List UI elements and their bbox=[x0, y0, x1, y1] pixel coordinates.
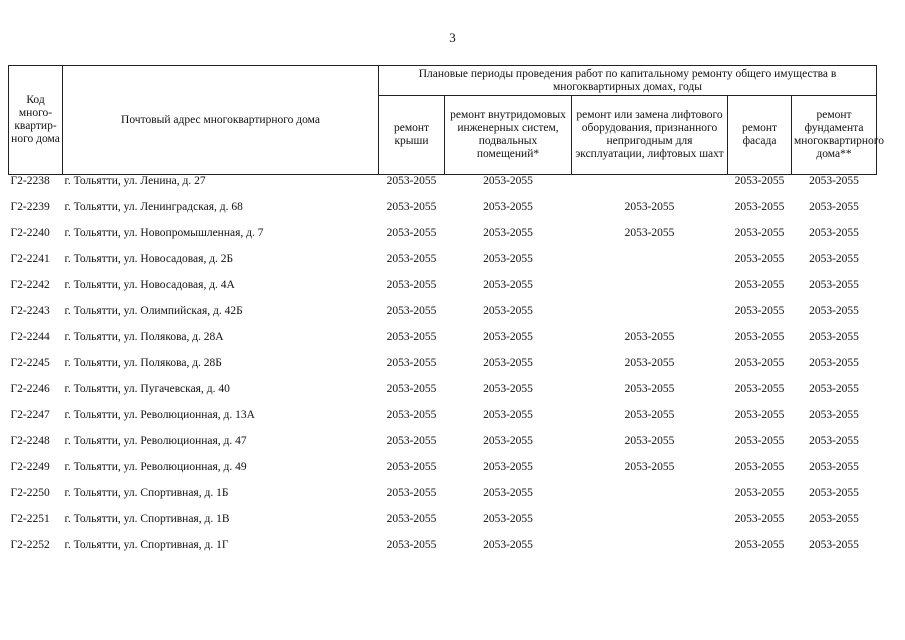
foundation-period: 2053-2055 bbox=[809, 175, 859, 187]
elevator-period bbox=[572, 487, 728, 513]
facade-period: 2053-2055 bbox=[734, 539, 785, 551]
house-code: Г2-2241 bbox=[10, 253, 50, 265]
table-row bbox=[9, 461, 877, 487]
elevator-period: 2053-2055 bbox=[624, 435, 675, 447]
foundation-period: 2053-2055 bbox=[809, 435, 859, 447]
engineering-period: 2053-2055 bbox=[483, 305, 533, 317]
house-address: г. Тольятти, ул. Новосадовая, д. 2Б bbox=[64, 253, 234, 265]
roof-period: 2053-2055 bbox=[386, 253, 437, 265]
house-code: Г2-2249 bbox=[10, 461, 50, 473]
engineering-period: 2053-2055 bbox=[483, 201, 533, 213]
engineering-period: 2053-2055 bbox=[483, 435, 533, 447]
table-row bbox=[9, 279, 877, 305]
foundation-period: 2053-2055 bbox=[809, 409, 859, 421]
engineering-period: 2053-2055 bbox=[483, 175, 533, 187]
repair-schedule-table bbox=[8, 65, 884, 565]
header-engineering: ремонт внутридомовых инженерных систем, подвальных помещений* bbox=[445, 96, 572, 175]
page-number: 3 bbox=[449, 30, 456, 45]
engineering-period: 2053-2055 bbox=[483, 539, 533, 551]
house-code: Г2-2245 bbox=[10, 357, 50, 369]
foundation-period: 2053-2055 bbox=[809, 279, 859, 291]
house-code: Г2-2252 bbox=[10, 539, 50, 551]
elevator-period bbox=[572, 253, 728, 279]
elevator-period: 2053-2055 bbox=[624, 357, 675, 369]
roof-period: 2053-2055 bbox=[386, 487, 437, 499]
facade-period: 2053-2055 bbox=[734, 461, 785, 473]
house-address: г. Тольятти, ул. Революционная, д. 47 bbox=[64, 435, 247, 447]
facade-period: 2053-2055 bbox=[734, 305, 785, 317]
header-roof: ремонт крыши bbox=[379, 96, 445, 175]
elevator-period bbox=[572, 175, 728, 202]
elevator-period bbox=[572, 279, 728, 305]
house-address: г. Тольятти, ул. Полякова, д. 28Б bbox=[64, 357, 222, 369]
roof-period: 2053-2055 bbox=[386, 461, 437, 473]
house-address: г. Тольятти, ул. Новосадовая, д. 4А bbox=[64, 279, 235, 291]
house-address: г. Тольятти, ул. Революционная, д. 49 bbox=[64, 461, 247, 473]
house-address: г. Тольятти, ул. Новопромышленная, д. 7 bbox=[64, 227, 264, 239]
roof-period: 2053-2055 bbox=[386, 279, 437, 291]
facade-period: 2053-2055 bbox=[734, 409, 785, 421]
house-address: г. Тольятти, ул. Спортивная, д. 1Б bbox=[64, 487, 229, 499]
engineering-period: 2053-2055 bbox=[483, 513, 533, 525]
elevator-period: 2053-2055 bbox=[624, 227, 675, 239]
roof-period: 2053-2055 bbox=[386, 435, 437, 447]
facade-period: 2053-2055 bbox=[734, 279, 785, 291]
roof-period: 2053-2055 bbox=[386, 383, 437, 395]
house-code: Г2-2242 bbox=[10, 279, 50, 291]
foundation-period: 2053-2055 bbox=[809, 305, 859, 317]
facade-period: 2053-2055 bbox=[734, 227, 785, 239]
roof-period: 2053-2055 bbox=[386, 357, 437, 369]
house-code: Г2-2247 bbox=[10, 409, 50, 421]
facade-period: 2053-2055 bbox=[734, 201, 785, 213]
header-planned-periods: Плановые периоды проведения работ по капитальному ремонту общего имущества в многоквартирных домах, годы bbox=[379, 66, 877, 96]
house-code: Г2-2239 bbox=[10, 201, 50, 213]
facade-period: 2053-2055 bbox=[734, 331, 785, 343]
foundation-period: 2053-2055 bbox=[809, 253, 859, 265]
header-code: Код много-квартир-ного дома bbox=[9, 66, 63, 175]
table-row bbox=[9, 487, 877, 513]
house-address: г. Тольятти, ул. Спортивная, д. 1Г bbox=[64, 539, 229, 551]
house-address: г. Тольятти, ул. Полякова, д. 28А bbox=[64, 331, 224, 343]
table-row bbox=[9, 201, 877, 227]
foundation-period: 2053-2055 bbox=[809, 513, 859, 525]
engineering-period: 2053-2055 bbox=[483, 253, 533, 265]
table-row bbox=[9, 435, 877, 461]
table-body bbox=[9, 175, 877, 566]
facade-period: 2053-2055 bbox=[734, 487, 785, 499]
house-address: г. Тольятти, ул. Спортивная, д. 1В bbox=[64, 513, 230, 525]
header-elevator: ремонт или замена лифтового оборудования, признанного непригодным для эксплуатации, лифтовых шахт bbox=[572, 96, 728, 175]
house-code: Г2-2248 bbox=[10, 435, 50, 447]
table-row bbox=[9, 383, 877, 409]
engineering-period: 2053-2055 bbox=[483, 331, 533, 343]
engineering-period: 2053-2055 bbox=[483, 279, 533, 291]
engineering-period: 2053-2055 bbox=[483, 409, 533, 421]
house-code: Г2-2244 bbox=[10, 331, 50, 343]
engineering-period: 2053-2055 bbox=[483, 227, 533, 239]
facade-period: 2053-2055 bbox=[734, 175, 785, 187]
table-row bbox=[9, 175, 877, 202]
elevator-period bbox=[572, 539, 728, 565]
foundation-period: 2053-2055 bbox=[809, 357, 859, 369]
header-foundation: ремонт фундамента многоквартирного дома** bbox=[792, 96, 877, 175]
foundation-period: 2053-2055 bbox=[809, 331, 859, 343]
facade-period: 2053-2055 bbox=[734, 513, 785, 525]
engineering-period: 2053-2055 bbox=[483, 383, 533, 395]
house-address: г. Тольятти, ул. Революционная, д. 13А bbox=[64, 409, 255, 421]
facade-period: 2053-2055 bbox=[734, 435, 785, 447]
table-row bbox=[9, 357, 877, 383]
engineering-period: 2053-2055 bbox=[483, 487, 533, 499]
table-row bbox=[9, 409, 877, 435]
foundation-period: 2053-2055 bbox=[809, 227, 859, 239]
house-address: г. Тольятти, ул. Пугачевская, д. 40 bbox=[64, 383, 230, 395]
foundation-period: 2053-2055 bbox=[809, 383, 859, 395]
roof-period: 2053-2055 bbox=[386, 201, 437, 213]
elevator-period: 2053-2055 bbox=[624, 331, 675, 343]
table-row bbox=[9, 227, 877, 253]
house-address: г. Тольятти, ул. Ленинградская, д. 68 bbox=[64, 201, 243, 213]
house-code: Г2-2240 bbox=[10, 227, 50, 239]
house-code: Г2-2243 bbox=[10, 305, 50, 317]
facade-period: 2053-2055 bbox=[734, 253, 785, 265]
roof-period: 2053-2055 bbox=[386, 539, 437, 551]
house-code: Г2-2251 bbox=[10, 513, 50, 525]
elevator-period: 2053-2055 bbox=[624, 409, 675, 421]
roof-period: 2053-2055 bbox=[386, 513, 437, 525]
facade-period: 2053-2055 bbox=[734, 357, 785, 369]
table-row bbox=[9, 305, 877, 331]
foundation-period: 2053-2055 bbox=[809, 201, 859, 213]
elevator-period bbox=[572, 305, 728, 331]
engineering-period: 2053-2055 bbox=[483, 461, 533, 473]
header-facade: ремонт фасада bbox=[728, 96, 792, 175]
engineering-period: 2053-2055 bbox=[483, 357, 533, 369]
roof-period: 2053-2055 bbox=[386, 175, 437, 187]
elevator-period: 2053-2055 bbox=[624, 201, 675, 213]
house-address: г. Тольятти, ул. Ленина, д. 27 bbox=[64, 175, 206, 187]
table-row bbox=[9, 513, 877, 539]
roof-period: 2053-2055 bbox=[386, 409, 437, 421]
foundation-period: 2053-2055 bbox=[809, 487, 859, 499]
house-code: Г2-2246 bbox=[10, 383, 50, 395]
roof-period: 2053-2055 bbox=[386, 331, 437, 343]
table-row bbox=[9, 539, 877, 565]
roof-period: 2053-2055 bbox=[386, 227, 437, 239]
house-code: Г2-2238 bbox=[10, 175, 50, 187]
elevator-period: 2053-2055 bbox=[624, 383, 675, 395]
foundation-period: 2053-2055 bbox=[809, 461, 859, 473]
facade-period: 2053-2055 bbox=[734, 383, 785, 395]
elevator-period: 2053-2055 bbox=[624, 461, 675, 473]
house-code: Г2-2250 bbox=[10, 487, 50, 499]
foundation-period: 2053-2055 bbox=[809, 539, 859, 551]
house-address: г. Тольятти, ул. Олимпийская, д. 42Б bbox=[64, 305, 243, 317]
table-row bbox=[9, 331, 877, 357]
elevator-period bbox=[572, 513, 728, 539]
roof-period: 2053-2055 bbox=[386, 305, 437, 317]
header-address: Почтовый адрес многоквартирного дома bbox=[63, 66, 379, 175]
table-row bbox=[9, 253, 877, 279]
